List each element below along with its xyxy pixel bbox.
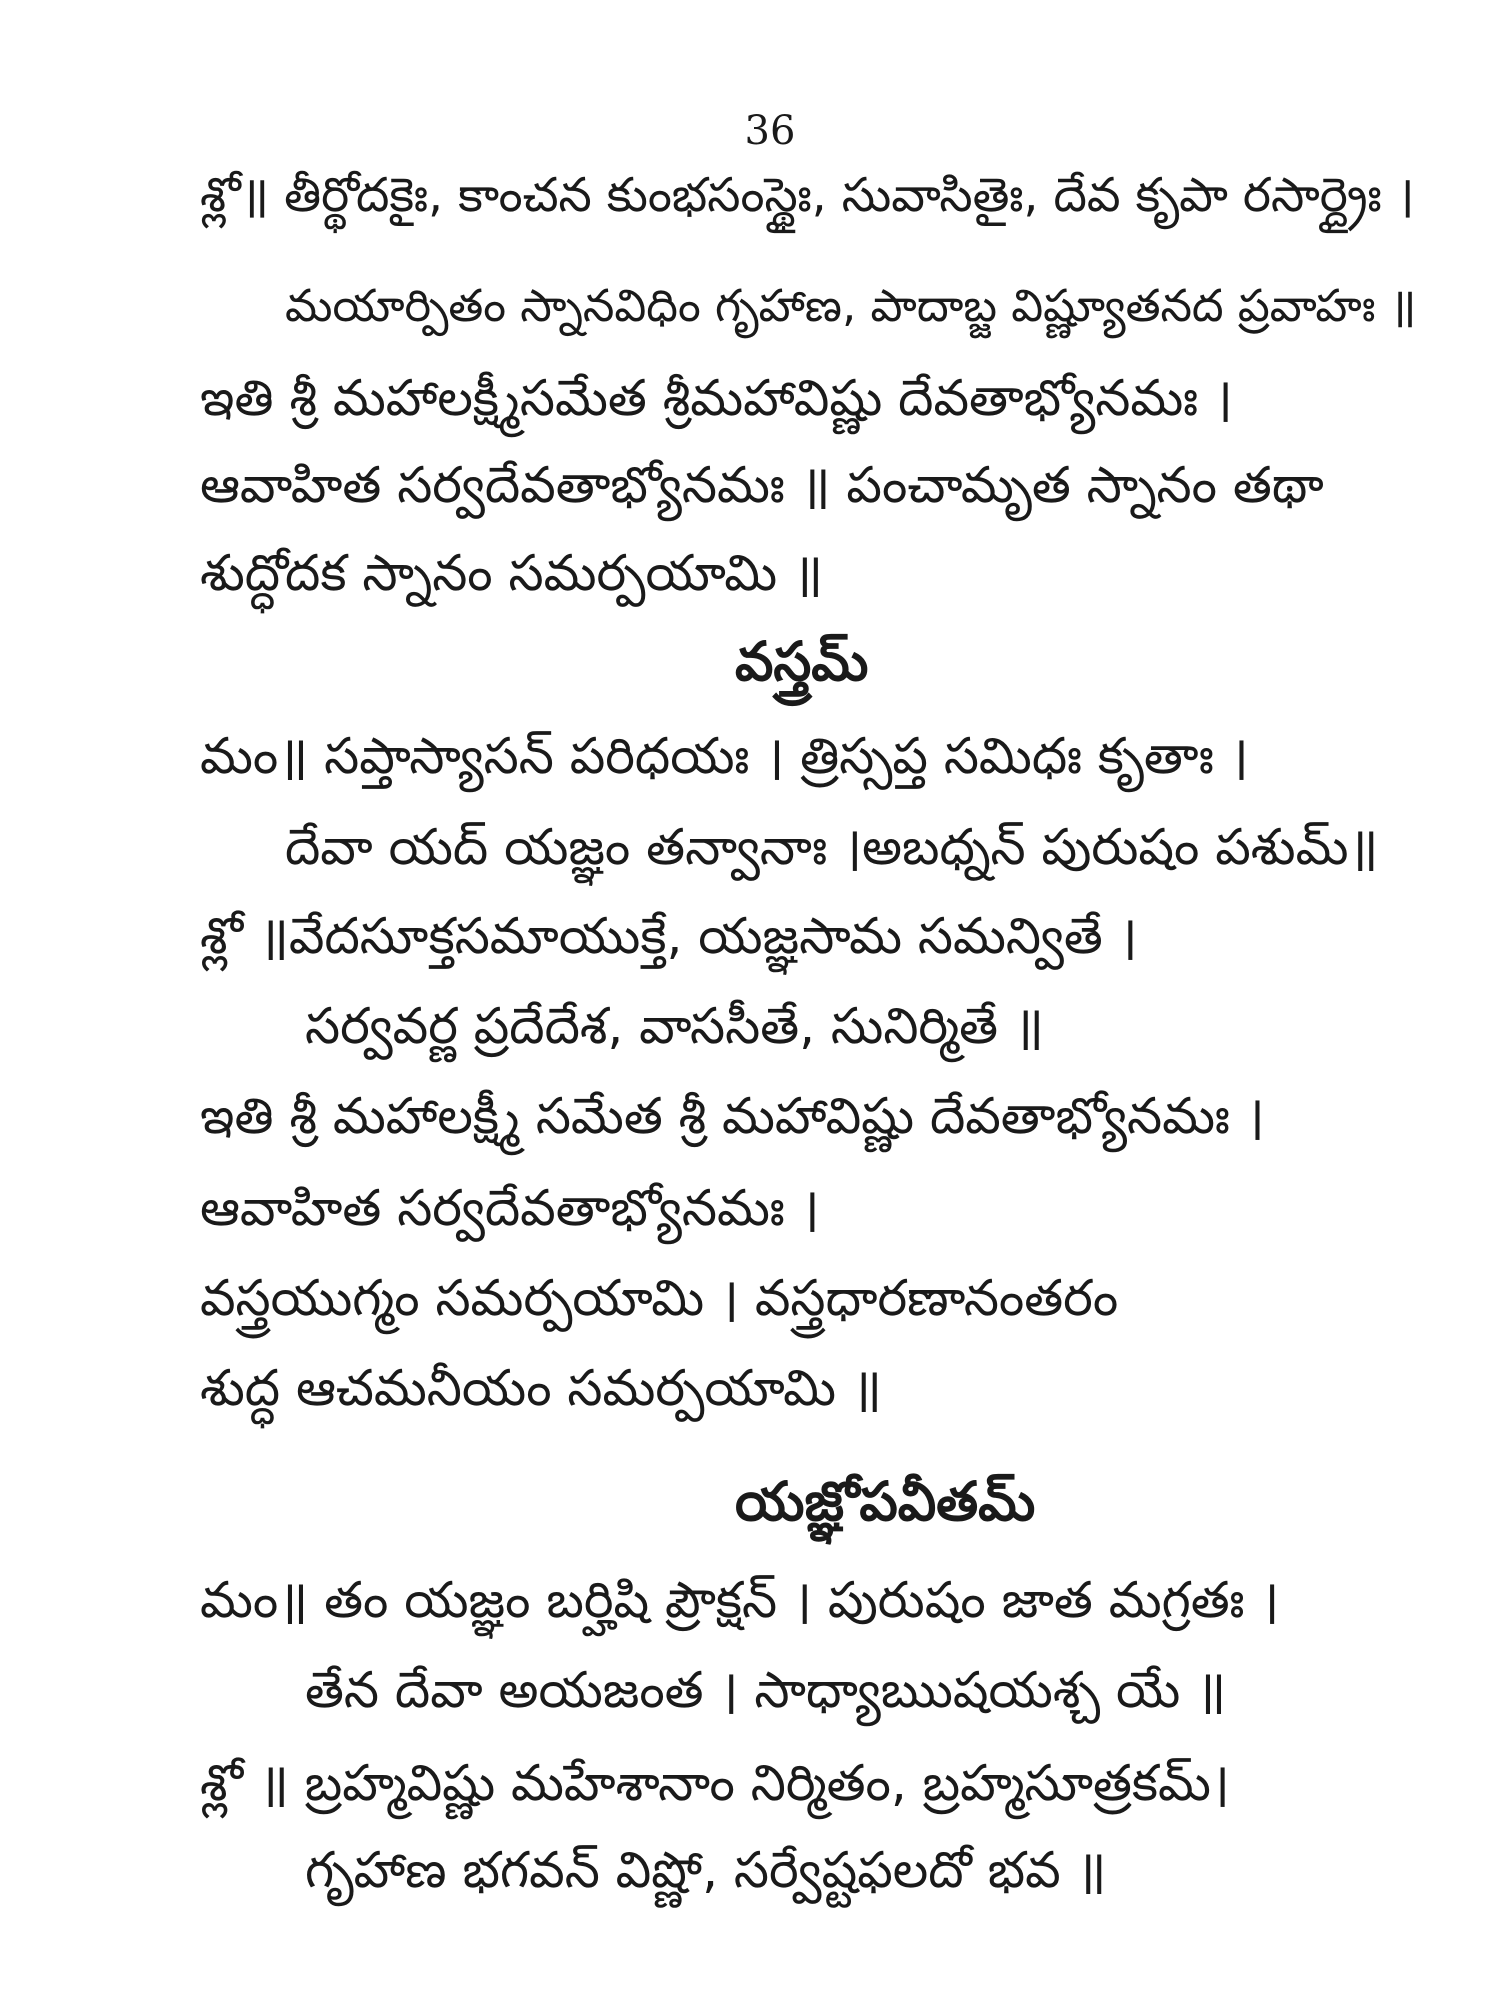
mantra-line: మం॥ తం యజ్ఞం బర్హిషి ప్రౌక్షన్ । పురుషం జాత మగ్రతః ।: [200, 1571, 1280, 1629]
mantra-line: తేన దేవా అయజంత । సాధ్యాఋషయశ్చ యే ॥: [305, 1661, 1227, 1719]
verse-line: గృహాణ భగవన్ విష్ణో, సర్వేష్టఫలదో భవ ॥: [305, 1841, 1107, 1899]
text-line: ఆవాహిత సర్వదేవతాభ్యోనమః ॥ పంచామృత స్నానం తథా: [200, 456, 1324, 514]
verse-line: సర్వవర్ణ ప్రదేదేశ, వాససీతే, సునిర్మితే ॥: [305, 997, 1044, 1055]
verse-line: శ్లో॥ తీర్థోదకైః, కాంచన కుంభసంస్థైః, సువాసితైః, దేవ కృపా రసార్ద్రైః ।: [200, 168, 1415, 223]
section-heading: వస్త్రమ్: [735, 630, 869, 693]
text-line: శుద్ధోదక స్నానం సమర్పయామి ॥: [200, 544, 824, 602]
verse-line: శ్లో ॥వేదసూక్తసమాయుక్తే, యజ్ఞసామ సమన్వితే ।: [200, 907, 1138, 965]
text-line: ఇతి శ్రీ మహాలక్ష్మీ సమేత శ్రీ మహావిష్ణు దేవతాభ్యోనమః ।: [200, 1087, 1265, 1145]
mantra-line: దేవా యద్ యజ్ఞం తన్వానాః ।అబధ్నన్ పురుషం పశుమ్॥: [285, 818, 1379, 876]
section-heading: యజ్ఞోపవీతమ్: [735, 1470, 1036, 1533]
text-line: ఆవాహిత సర్వదేవతాభ్యోనమః ।: [200, 1179, 820, 1237]
page-number: 36: [744, 108, 796, 154]
text-line: ఇతి శ్రీ మహాలక్ష్మీసమేత శ్రీమహావిష్ణు దేవతాభ్యోనమః ।: [200, 369, 1233, 427]
verse-line: శ్లో ॥ బ్రహ్మవిష్ణు మహేశానాం నిర్మితం, బ్రహ్మసూత్రకమ్।: [200, 1754, 1230, 1812]
text-line: శుద్ధ ఆచమనీయం సమర్పయామి ॥: [200, 1359, 882, 1417]
verse-line: మయార్పితం స్నానవిధిం గృహాణ, పాదాబ్జ విష్ణ్యూతనద ప్రవాహః ॥: [285, 279, 1417, 332]
text-line: వస్త్రయుగ్మం సమర్పయామి । వస్త్రధారణానంతరం: [200, 1269, 1119, 1327]
mantra-line: మం॥ సప్తాస్యాసన్ పరిధయః । త్రిస్సప్త సమిధః కృతాః ।: [200, 727, 1249, 785]
